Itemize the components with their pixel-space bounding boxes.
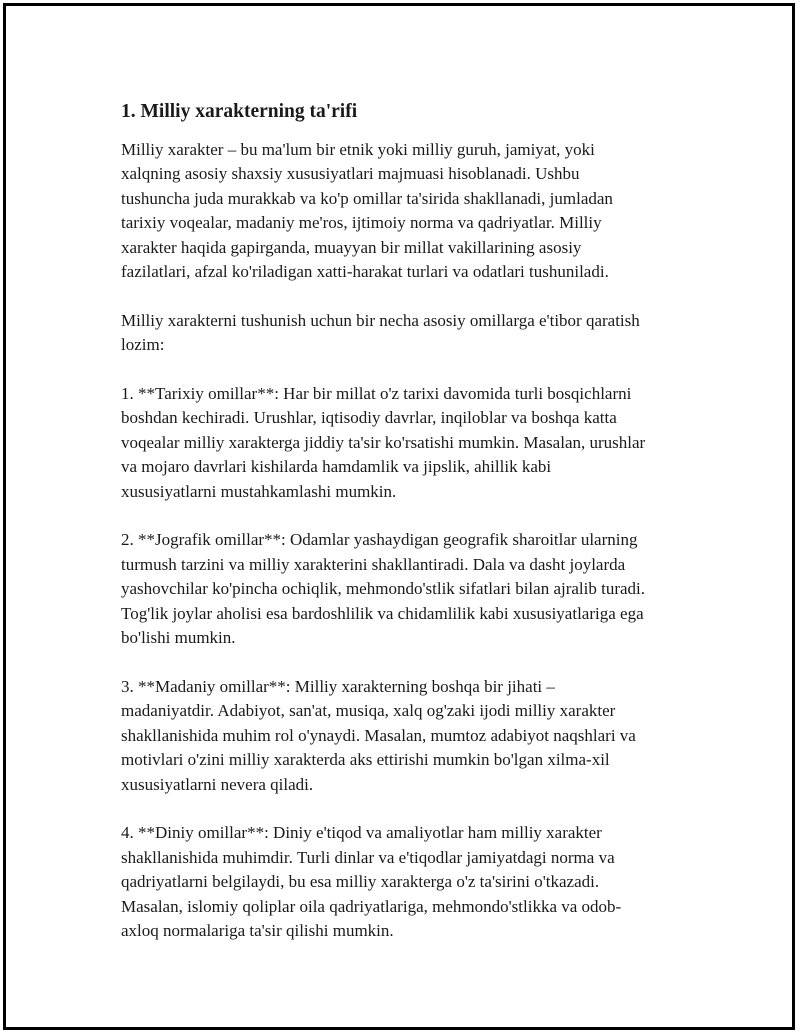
paragraph-definition: [121, 138, 693, 284]
text-line: tarixiy voqealar, madaniy me'ros, ijtimoiy norma va qadriyatlar. Milliy: [121, 213, 602, 233]
paragraph-intro: [121, 309, 693, 358]
text-line: xususiyatlarni nevera qiladi.: [121, 774, 314, 794]
text-line: yashovchilar ko'pincha ochiqlik, mehmondo'stlik sifatlari bilan ajralib turadi.: [121, 579, 646, 599]
text-line: Tog'lik joylar aholisi esa bardoshlilik va chidamlilik kabi xususiyatlariga ega: [121, 603, 644, 623]
text-line: shakllanishida muhimdir. Turli dinlar va e'tiqodlar jamiyatdagi norma va: [121, 847, 615, 867]
text-line: va mojaro davrlari kishilarda hamdamlik va jipslik, ahillik kabi: [121, 457, 552, 477]
paragraph-historical-factors: [121, 382, 693, 504]
text-line: boshdan kechiradi. Urushlar, iqtisodiy davrlar, inqiloblar va boshqa katta: [121, 408, 617, 428]
text-line: 1. **Tarixiy omillar**: Har bir millat o'z tarixi davomida turli bosqichlarni: [121, 384, 632, 404]
text-line: Milliy xarakter – bu ma'lum bir etnik yoki milliy guruh, jamiyat, yoki: [121, 140, 595, 159]
paragraph-religious-factors: [121, 821, 693, 943]
text-line: turmush tarzini va milliy xarakterini shakllantiradi. Dala va dasht joylarda: [121, 554, 626, 574]
page-frame: [3, 3, 795, 1030]
text-line: fazilatlari, afzal ko'riladigan xatti-harakat turlari va odatlari tushuniladi.: [121, 262, 609, 282]
paragraph-geographic-factors: [121, 528, 693, 650]
text-line: voqealar milliy xarakterga jiddiy ta'sir ko'rsatishi mumkin. Masalan, urushlar: [121, 432, 646, 452]
text-line: lozim:: [121, 335, 165, 355]
text-line: Masalan, islomiy qoliplar oila qadriyatlariga, mehmondo'stlikka va odob-: [121, 896, 622, 916]
text-line: Milliy xarakterni tushunish uchun bir necha asosiy omillarga e'tibor qaratish: [121, 310, 640, 330]
text-line: 2. **Jografik omillar**: Odamlar yashaydigan geografik sharoitlar ularning: [121, 530, 638, 550]
text-line: madaniyatdir. Adabiyot, san'at, musiqa, xalq og'zaki ijodi milliy xarakter: [121, 701, 616, 721]
section-title: 1. Milliy xarakterning ta'rifi: [121, 101, 358, 122]
document-body: [121, 99, 693, 968]
paragraph-cultural-factors: [121, 675, 693, 797]
text-line: tushuncha juda murakkab va ko'p omillar ta'sirida shakllanadi, jumladan: [121, 188, 613, 208]
text-line: axloq normalariga ta'sir qilishi mumkin.: [121, 920, 394, 940]
text-line: 4. **Diniy omillar**: Diniy e'tiqod va amaliyotlar ham milliy xarakter: [121, 823, 602, 843]
text-line: bo'lishi mumkin.: [121, 628, 236, 648]
text-line: qadriyatlarni belgilaydi, bu esa milliy xarakterga o'z ta'sirini o'tkazadi.: [121, 872, 600, 892]
text-line: xususiyatlarni mustahkamlashi mumkin.: [121, 481, 397, 501]
text-line: xalqning asosiy shaxsiy xususiyatlari majmuasi hisoblanadi. Ushbu: [121, 164, 580, 184]
text-line: 3. **Madaniy omillar**: Milliy xarakterning boshqa bir jihati –: [121, 676, 555, 696]
text-line: xarakter haqida gapirganda, muayyan bir millat vakillarining asosiy: [121, 237, 582, 257]
text-line: motivlari o'zini milliy xarakterda aks ettirishi mumkin bo'lgan xilma-xil: [121, 750, 610, 770]
text-line: shakllanishida muhim rol o'ynaydi. Masalan, mumtoz adabiyot naqshlari va: [121, 725, 636, 745]
